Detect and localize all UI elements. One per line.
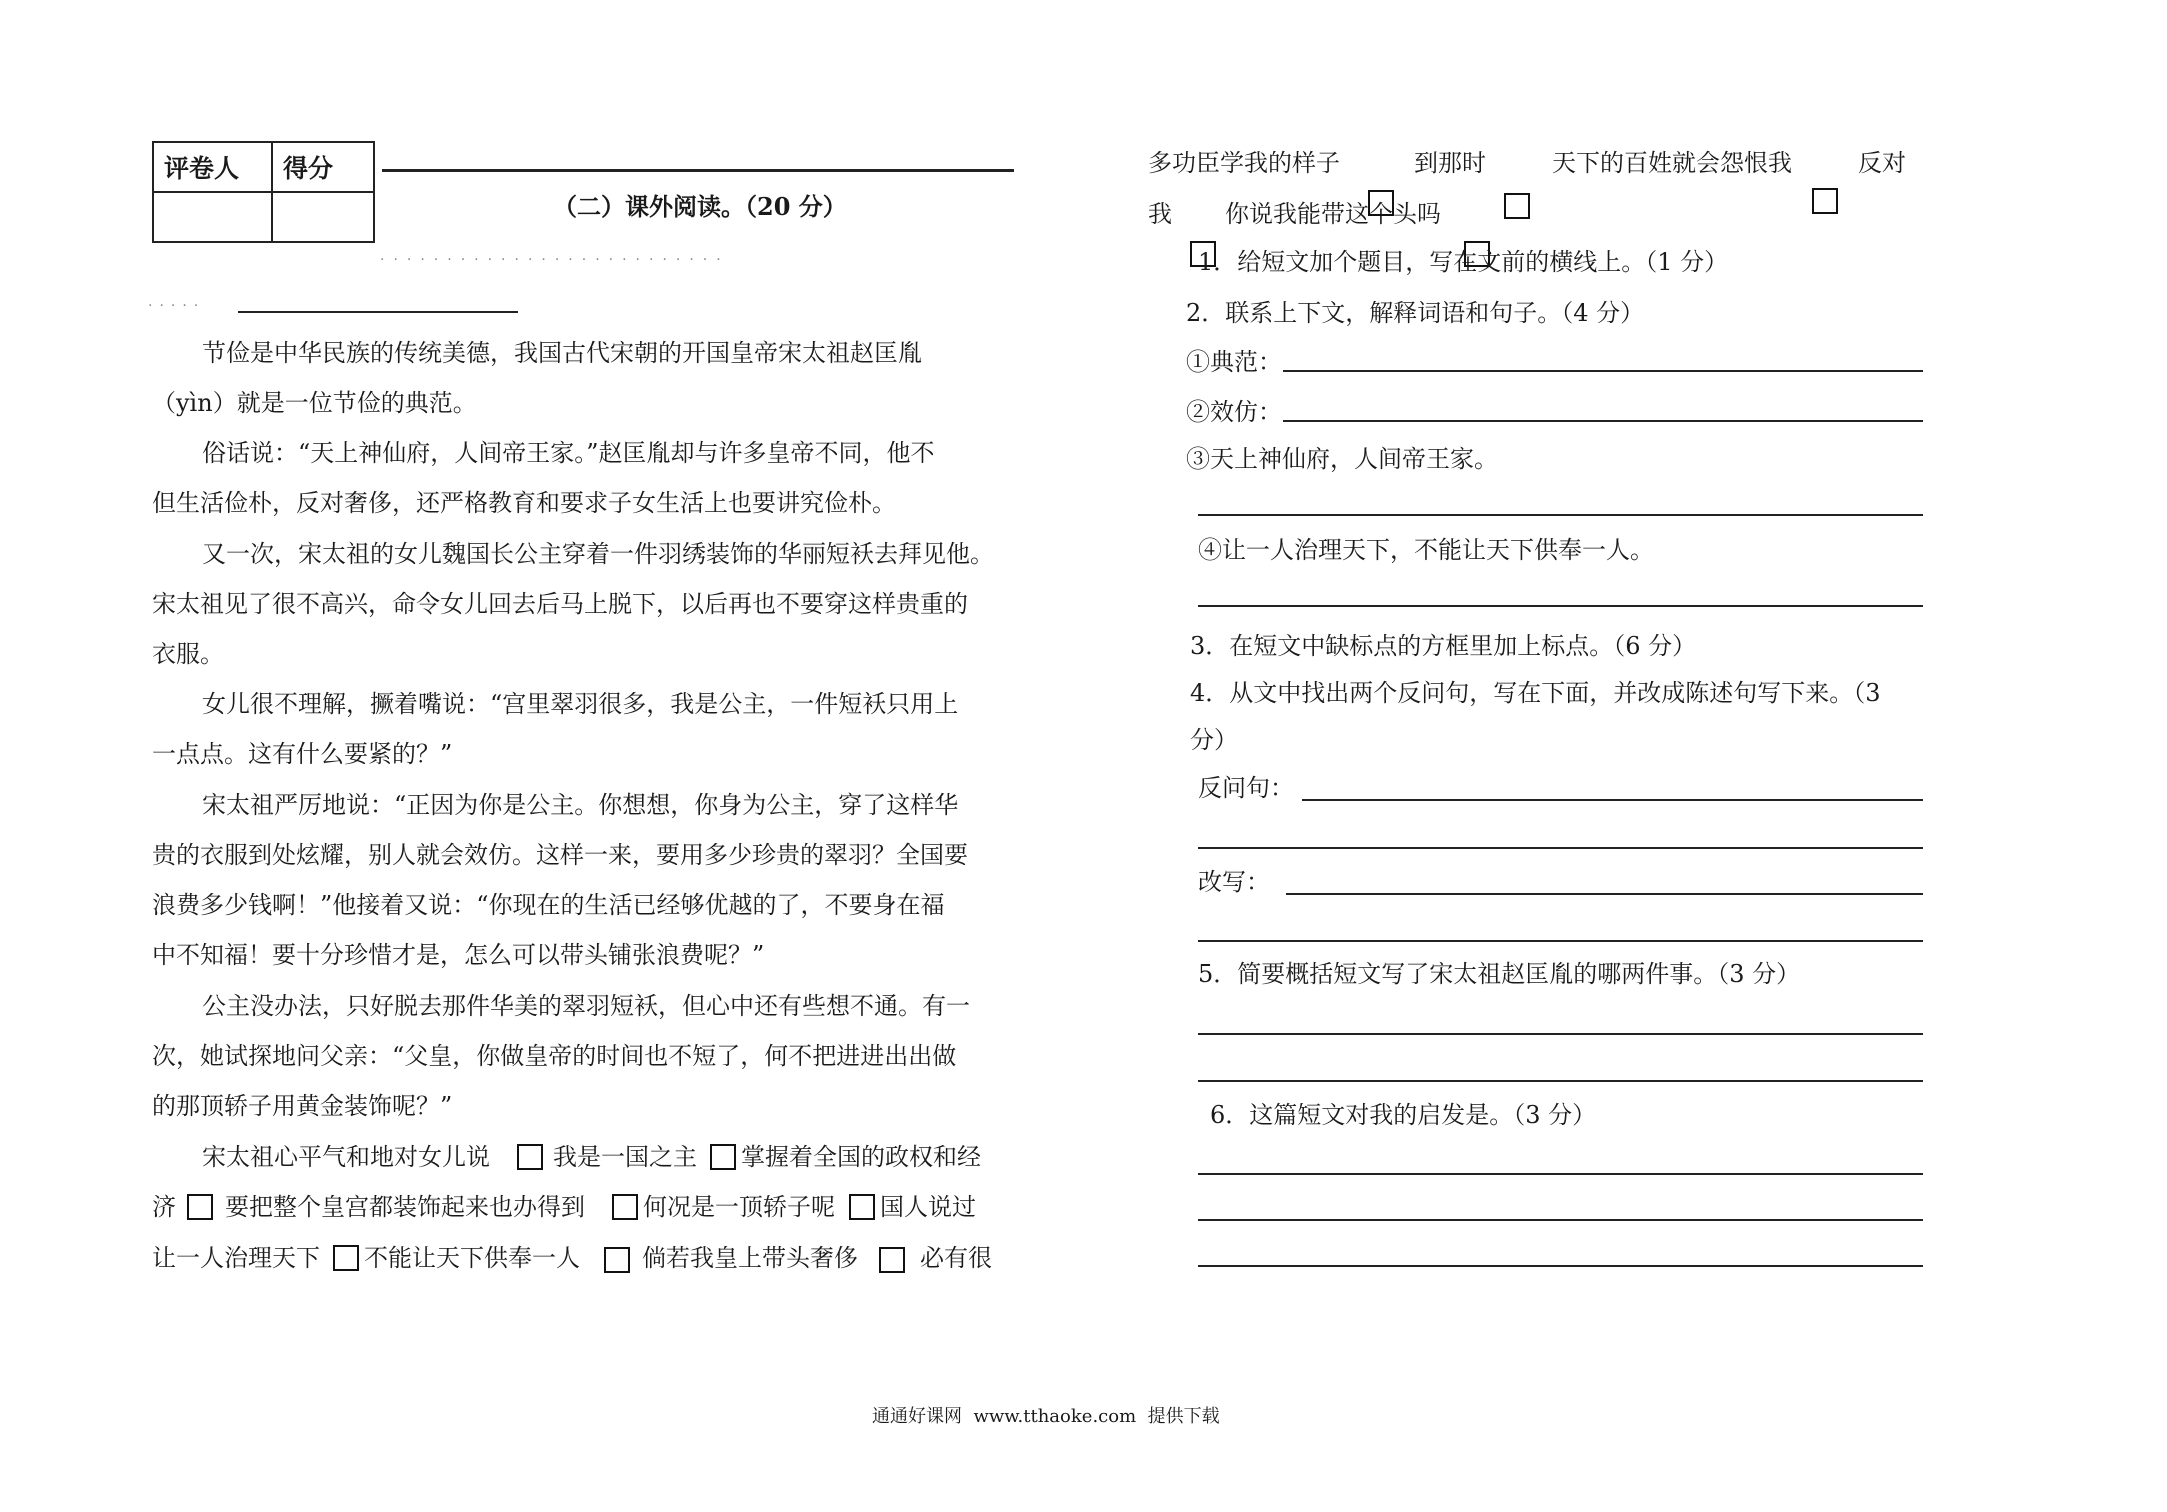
- question-4-cont: 分）: [1190, 726, 1238, 754]
- passage-fragment: 必有很: [920, 1244, 992, 1272]
- passage-line: 但生活俭朴，反对奢侈，还严格教育和要求子女生活上也要讲究俭朴。: [152, 489, 896, 517]
- passage-fragment: 济: [152, 1193, 176, 1221]
- passage-fragment: 到那时: [1414, 149, 1486, 177]
- question-1: 1．给短文加个题目，写在文前的横线上。（1 分）: [1198, 248, 1729, 276]
- passage-line: 节俭是中华民族的传统美德，我国古代宋朝的开国皇帝宋太祖赵匡胤: [202, 339, 922, 367]
- answer-line[interactable]: [1283, 370, 1923, 372]
- answer-line[interactable]: [1302, 799, 1923, 801]
- passage-line: 浪费多少钱啊！”他接着又说：“你现在的生活已经够优越的了，不要身在福: [152, 891, 945, 919]
- question-2-item: ①典范：: [1186, 348, 1282, 376]
- dotted-rule-1: ··························: [380, 252, 730, 268]
- answer-line[interactable]: [1198, 847, 1923, 849]
- punctuation-box[interactable]: [1368, 190, 1394, 216]
- answer-line[interactable]: [1198, 605, 1923, 607]
- passage-fragment: 你说我能带这个头吗: [1225, 200, 1441, 228]
- passage-line: 女儿很不理解，撅着嘴说：“宫里翠羽很多，我是公主，一件短袄只用上: [202, 690, 959, 718]
- answer-line[interactable]: [1198, 1265, 1923, 1267]
- question-2-item: ③天上神仙府，人间帝王家。: [1186, 445, 1498, 473]
- answer-line[interactable]: [1198, 514, 1923, 516]
- answer-line[interactable]: [1286, 893, 1923, 895]
- grader-header: 评卷人: [153, 142, 272, 192]
- answer-line[interactable]: [1198, 940, 1923, 942]
- passage-fragment: 何况是一顶轿子呢: [643, 1193, 835, 1221]
- question-4-label: 改写：: [1198, 868, 1270, 896]
- punctuation-box[interactable]: [517, 1144, 543, 1170]
- punctuation-box[interactable]: [1504, 193, 1530, 219]
- passage-line: 一点点。这有什么要紧的？”: [152, 740, 453, 768]
- punctuation-box[interactable]: [710, 1144, 736, 1170]
- section-rule: [382, 169, 1014, 172]
- passage-fragment: 掌握着全国的政权和经: [741, 1143, 981, 1171]
- passage-line: 衣服。: [152, 640, 224, 668]
- score-cell[interactable]: [272, 192, 374, 242]
- score-table: [152, 141, 375, 243]
- passage-fragment: 倘若我皇上带头奢侈: [642, 1244, 858, 1272]
- footer-credit: 通通好课网 www.tthaoke.com 提供下载: [872, 1406, 1220, 1427]
- passage-fragment: 天下的百姓就会怨恨我: [1552, 149, 1792, 177]
- punctuation-box[interactable]: [604, 1247, 630, 1273]
- passage-fragment: 反对: [1858, 149, 1906, 177]
- question-2-item: ④让一人治理天下，不能让天下供奉一人。: [1198, 536, 1654, 564]
- passage-line: 贵的衣服到处炫耀，别人就会效仿。这样一来，要用多少珍贵的翠羽？全国要: [152, 841, 968, 869]
- dotted-rule-2: ·····: [148, 298, 206, 314]
- passage-fragment: 宋太祖心平气和地对女儿说: [202, 1143, 490, 1171]
- question-3: 3．在短文中缺标点的方框里加上标点。（6 分）: [1190, 632, 1697, 660]
- passage-line: 俗话说：“天上神仙府，人间帝王家。”赵匡胤却与许多皇帝不同，他不: [202, 439, 935, 467]
- question-2-item: ②效仿：: [1186, 398, 1282, 426]
- question-4-label: 反问句：: [1198, 774, 1294, 802]
- passage-fragment: 我是一国之主: [553, 1143, 697, 1171]
- punctuation-box[interactable]: [849, 1194, 875, 1220]
- passage-fragment: 国人说过: [880, 1193, 976, 1221]
- passage-fragment: 要把整个皇宫都装饰起来也办得到: [225, 1193, 585, 1221]
- answer-line[interactable]: [1283, 420, 1923, 422]
- passage-line: 公主没办法，只好脱去那件华美的翠羽短袄，但心中还有些想不通。有一: [202, 992, 970, 1020]
- answer-line[interactable]: [1198, 1080, 1923, 1082]
- answer-line[interactable]: [1198, 1219, 1923, 1221]
- punctuation-box[interactable]: [187, 1194, 213, 1220]
- passage-fragment: 让一人治理天下: [152, 1244, 320, 1272]
- passage-line: 中不知福！要十分珍惜才是，怎么可以带头铺张浪费呢？”: [152, 941, 765, 969]
- passage-fragment: 我: [1148, 200, 1172, 228]
- passage-line: （yìn）就是一位节俭的典范。: [152, 389, 477, 417]
- question-5: 5．简要概括短文写了宋太祖赵匡胤的哪两件事。（3 分）: [1198, 960, 1801, 988]
- passage-line: 宋太祖见了很不高兴，命令女儿回去后马上脱下，以后再也不要穿这样贵重的: [152, 590, 968, 618]
- answer-line[interactable]: [1198, 1033, 1923, 1035]
- punctuation-box[interactable]: [612, 1194, 638, 1220]
- passage-line: 的那顶轿子用黄金装饰呢？”: [152, 1092, 453, 1120]
- punctuation-box[interactable]: [333, 1245, 359, 1271]
- score-header: 得分: [272, 142, 374, 192]
- section-title: （二）课外阅读。（20 分）: [553, 192, 847, 221]
- answer-line[interactable]: [1198, 1173, 1923, 1175]
- punctuation-box[interactable]: [1812, 188, 1838, 214]
- punctuation-box[interactable]: [879, 1247, 905, 1273]
- passage-fragment: 不能让天下供奉一人: [364, 1244, 580, 1272]
- passage-line: 次，她试探地问父亲：“父皇，你做皇帝的时间也不短了，何不把进进出出做: [152, 1042, 957, 1070]
- question-4: 4．从文中找出两个反问句，写在下面，并改成陈述句写下来。（3: [1190, 679, 1881, 707]
- question-2: 2．联系上下文，解释词语和句子。（4 分）: [1186, 299, 1645, 327]
- question-6: 6．这篇短文对我的启发是。（3 分）: [1210, 1101, 1597, 1129]
- title-answer-line[interactable]: [238, 311, 518, 313]
- passage-fragment: 多功臣学我的样子: [1148, 149, 1340, 177]
- passage-line: 又一次，宋太祖的女儿魏国长公主穿着一件羽绣装饰的华丽短袄去拜见他。: [202, 540, 994, 568]
- passage-line: 宋太祖严厉地说：“正因为你是公主。你想想，你身为公主，穿了这样华: [202, 791, 959, 819]
- grader-cell[interactable]: [153, 192, 272, 242]
